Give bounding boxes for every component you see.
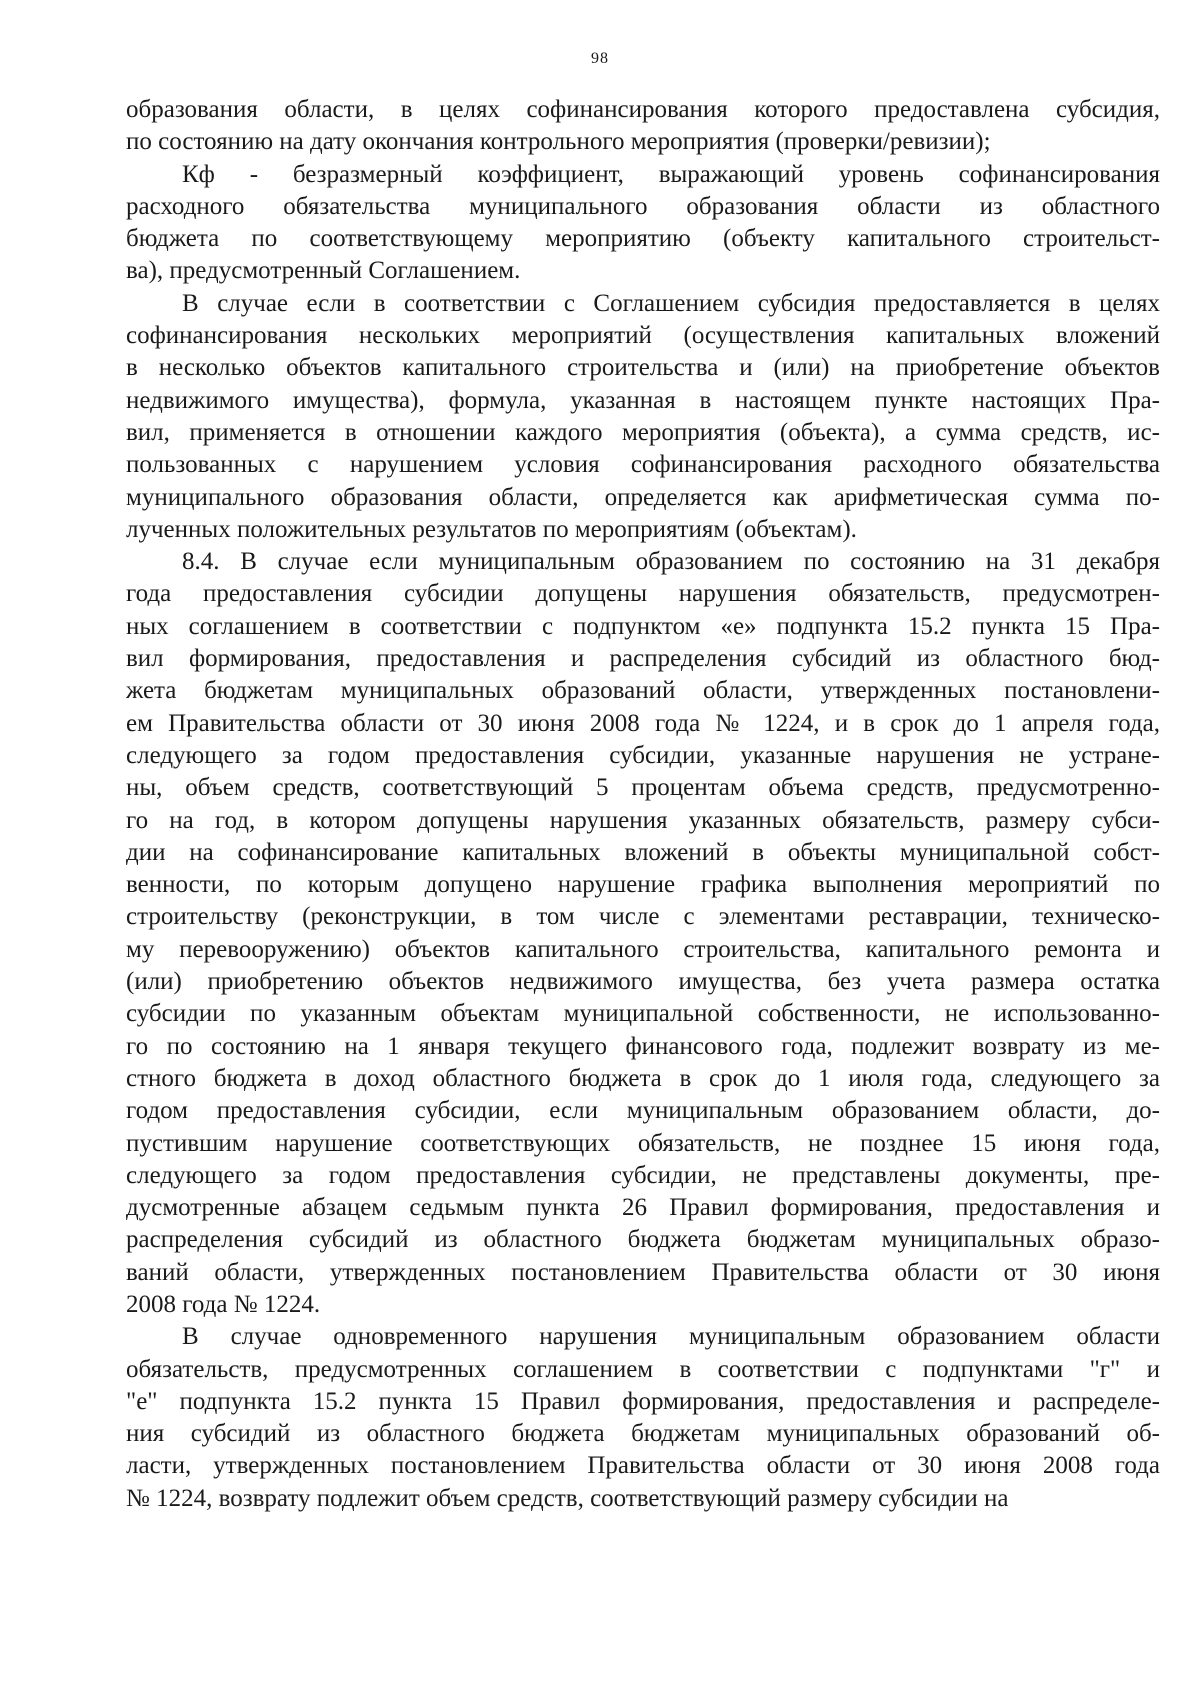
text-line: дусмотренные абзацем седьмым пункта 26 Правил формирования, предоставления и <box>126 1194 1160 1222</box>
text-line: В случае одновременного нарушения муниципальным образованием области <box>182 1323 1160 1351</box>
text-line: ва), предусмотренный Соглашением. <box>126 257 521 285</box>
text-line: бюджета по соответствующему мероприятию (объекту капитального строительст- <box>126 225 1160 253</box>
text-line: "е" подпункта 15.2 пункта 15 Правил формирования, предоставления и распределе- <box>126 1387 1160 1415</box>
text-line: строительству (реконструкции, в том числе с элементами реставрации, техническо- <box>126 903 1160 931</box>
text-line: муниципального образования области, определяется как арифметическая сумма по- <box>126 483 1160 511</box>
text-line: дии на софинансирование капитальных вложений в объекты муниципальной собст- <box>126 838 1160 866</box>
text-line: ния субсидий из областного бюджета бюджетам муниципальных образований об- <box>126 1420 1160 1448</box>
text-line: го по состоянию на 1 января текущего финансового года, подлежит возврату из ме- <box>126 1032 1160 1060</box>
text-line: (или) приобретению объектов недвижимого имущества, без учета размера остатка <box>126 968 1160 996</box>
text-line: ваний области, утвержденных постановлением Правительства области от 30 июня <box>126 1258 1160 1286</box>
text-line: расходного обязательства муниципального образования области из областного <box>126 192 1160 220</box>
text-line: Кф - безразмерный коэффициент, выражающий уровень софинансирования <box>182 160 1160 188</box>
text-line: пустившим нарушение соответствующих обязательств, не позднее 15 июня года, <box>126 1129 1160 1157</box>
text-line: года предоставления субсидии допущены нарушения обязательств, предусмотрен- <box>126 580 1160 608</box>
text-line: жета бюджетам муниципальных образований области, утвержденных постановлени- <box>126 677 1160 705</box>
text-line: го на год, в котором допущены нарушения указанных обязательств, размеру субси- <box>126 806 1160 834</box>
text-line: В случае если в соответствии с Соглашением субсидия предоставляется в целях <box>182 289 1160 317</box>
text-line: по состоянию на дату окончания контрольного мероприятия (проверки/ревизии); <box>126 128 991 156</box>
document-body <box>126 94 1160 1515</box>
text-line: вил формирования, предоставления и распределения субсидий из областного бюд- <box>126 645 1160 673</box>
text-line: 2008 года № 1224. <box>126 1290 321 1318</box>
text-line: софинансирования нескольких мероприятий (осуществления капитальных вложений <box>126 322 1160 350</box>
text-line: пользованных с нарушением условия софинансирования расходного обязательства <box>126 451 1160 479</box>
text-line: ем Правительства области от 30 июня 2008 года № 1224, и в срок до 1 апреля года, <box>126 709 1160 737</box>
paragraph <box>126 1321 1160 1515</box>
text-line: ласти, утвержденных постановлением Правительства области от 30 июня 2008 года <box>126 1452 1160 1480</box>
paragraph <box>126 94 1160 159</box>
text-line: № 1224, возврату подлежит объем средств, соответствующий размеру субсидии на <box>126 1484 1009 1512</box>
text-line: годом предоставления субсидии, если муниципальным образованием области, до- <box>126 1097 1160 1125</box>
text-line: стного бюджета в доход областного бюджета в срок до 1 июля года, следующего за <box>126 1064 1160 1092</box>
text-line: му перевооружению) объектов капитального строительства, капитального ремонта и <box>126 935 1160 963</box>
text-line: ных соглашением в соответствии с подпунктом «е» подпункта 15.2 пункта 15 Пра- <box>126 612 1160 640</box>
paragraph <box>126 159 1160 288</box>
text-line: образования области, в целях софинансирования которого предоставлена субсидия, <box>126 96 1160 123</box>
text-line: следующего за годом предоставления субсидии, не представлены документы, пре- <box>126 1161 1160 1189</box>
paragraph <box>126 546 1160 1321</box>
text-line: субсидии по указанным объектам муниципальной собственности, не использованно- <box>126 1000 1160 1028</box>
text-line: недвижимого имущества), формула, указанная в настоящем пункте настоящих Пра- <box>126 386 1160 414</box>
text-line: вил, применяется в отношении каждого мероприятия (объекта), а сумма средств, ис- <box>126 418 1160 446</box>
text-line: в несколько объектов капитального строительства и (или) на приобретение объектов <box>126 354 1160 382</box>
text-line: следующего за годом предоставления субсидии, указанные нарушения не устране- <box>126 741 1160 769</box>
text-line: 8.4. В случае если муниципальным образованием по состоянию на 31 декабря <box>182 548 1160 576</box>
text-line: венности, по которым допущено нарушение графика выполнения мероприятий по <box>126 871 1160 899</box>
text-line: распределения субсидий из областного бюджета бюджетам муниципальных образо- <box>126 1226 1160 1254</box>
page-number: 98 <box>591 50 609 67</box>
paragraph <box>126 288 1160 546</box>
text-line: обязательств, предусмотренных соглашением в соответствии с подпунктами "г" и <box>126 1355 1160 1383</box>
text-line: ны, объем средств, соответствующий 5 процентам объема средств, предусмотренно- <box>126 774 1160 802</box>
text-line: лученных положительных результатов по мероприятиям (объектам). <box>126 515 857 543</box>
